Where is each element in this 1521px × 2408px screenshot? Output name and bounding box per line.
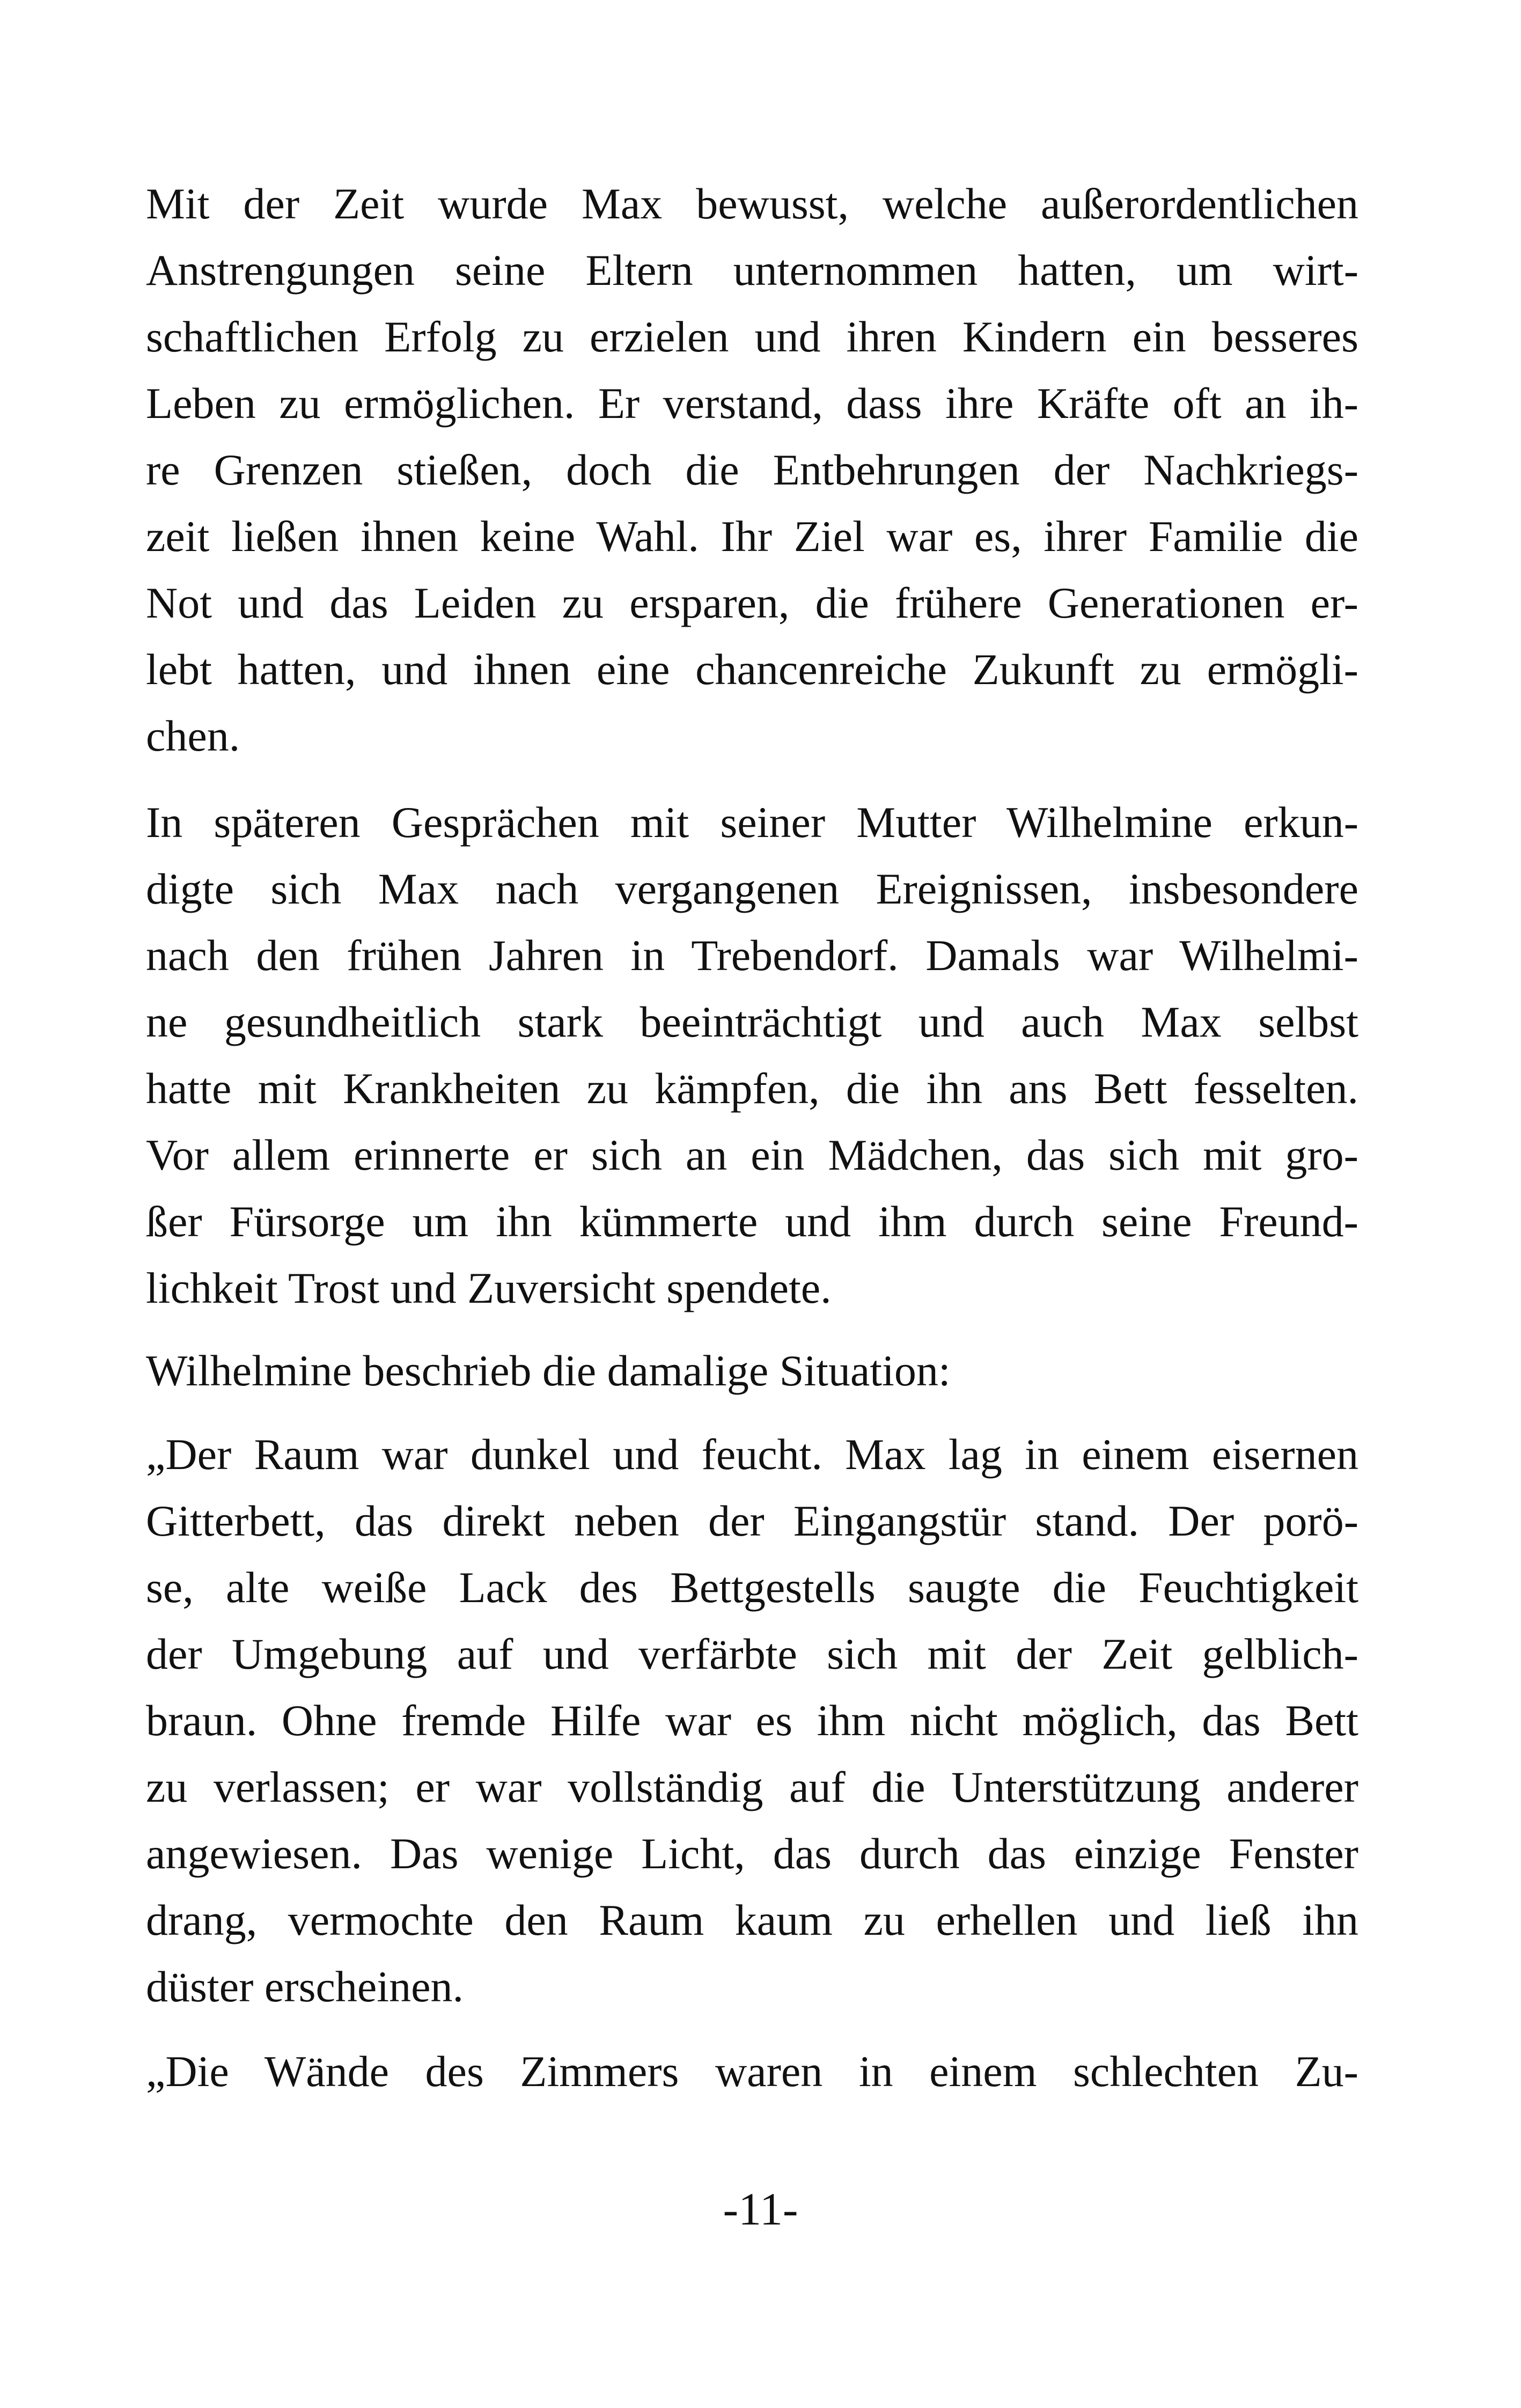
text-line-last: chen. (146, 711, 240, 760)
text-line: In späteren Gesprächen mit seiner Mutter Wilhelmine erkun- (146, 798, 1358, 847)
page-body (146, 171, 1358, 2105)
text-line: lebt hatten, und ihnen eine chancenreiche Zukunft zu ermögli- (146, 645, 1358, 694)
text-line: zeit ließen ihnen keine Wahl. Ihr Ziel war es, ihrer Familie die (146, 512, 1358, 561)
paragraph-1 (146, 171, 1358, 769)
text-line: Gitterbett, das direkt neben der Eingangstür stand. Der porö- (146, 1496, 1358, 1545)
text-line: drang, vermochte den Raum kaum zu erhellen und ließ ihn (146, 1896, 1358, 1944)
text-line: nach den frühen Jahren in Trebendorf. Damals war Wilhelmi- (146, 931, 1358, 980)
text-line: Vor allem erinnerte er sich an ein Mädchen, das sich mit gro- (146, 1130, 1358, 1179)
text-line: zu verlassen; er war vollständig auf die Unterstützung anderer (146, 1763, 1358, 1811)
paragraph-3 (146, 1338, 1358, 1404)
text-line: Anstrengungen seine Eltern unternommen hatten, um wirt- (146, 246, 1358, 295)
text-line: digte sich Max nach vergangenen Ereignissen, insbesondere (146, 864, 1358, 913)
text-line: angewiesen. Das wenige Licht, das durch das einzige Fenster (146, 1829, 1358, 1878)
text-line-last: Wilhelmine beschrieb die damalige Situation: (146, 1346, 951, 1395)
text-line: Mit der Zeit wurde Max bewusst, welche außerordentlichen (146, 179, 1358, 228)
paragraph-5 (146, 2038, 1358, 2105)
text-line: Not und das Leiden zu ersparen, die frühere Generationen er- (146, 578, 1358, 627)
text-line: re Grenzen stießen, doch die Entbehrungen der Nachkriegs- (146, 445, 1358, 494)
text-line: schaftlichen Erfolg zu erzielen und ihren Kindern ein besseres (146, 312, 1358, 361)
text-line: ßer Fürsorge um ihn kümmerte und ihm durch seine Freund- (146, 1197, 1358, 1246)
text-line: der Umgebung auf und verfärbte sich mit der Zeit gelblich- (146, 1629, 1358, 1678)
paragraph-4 (146, 1421, 1358, 2020)
page-number: -11- (723, 2183, 798, 2235)
text-line: se, alte weiße Lack des Bettgestells saugte die Feuchtigkeit (146, 1563, 1358, 1612)
text-line-last: lichkeit Trost und Zuversicht spendete. (146, 1264, 832, 1312)
text-line-last: düster erscheinen. (146, 1962, 464, 2011)
text-line: ne gesundheitlich stark beeinträchtigt und auch Max selbst (146, 997, 1358, 1046)
text-line: hatte mit Krankheiten zu kämpfen, die ihn ans Bett fesselten. (146, 1064, 1358, 1113)
text-line: „Die Wände des Zimmers waren in einem schlechten Zu- (146, 2047, 1358, 2096)
text-line: braun. Ohne fremde Hilfe war es ihm nicht möglich, das Bett (146, 1696, 1358, 1745)
text-line: Leben zu ermöglichen. Er verstand, dass ihre Kräfte oft an ih- (146, 379, 1358, 428)
paragraph-2 (146, 789, 1358, 1322)
text-line: „Der Raum war dunkel und feucht. Max lag in einem eisernen (146, 1430, 1358, 1479)
